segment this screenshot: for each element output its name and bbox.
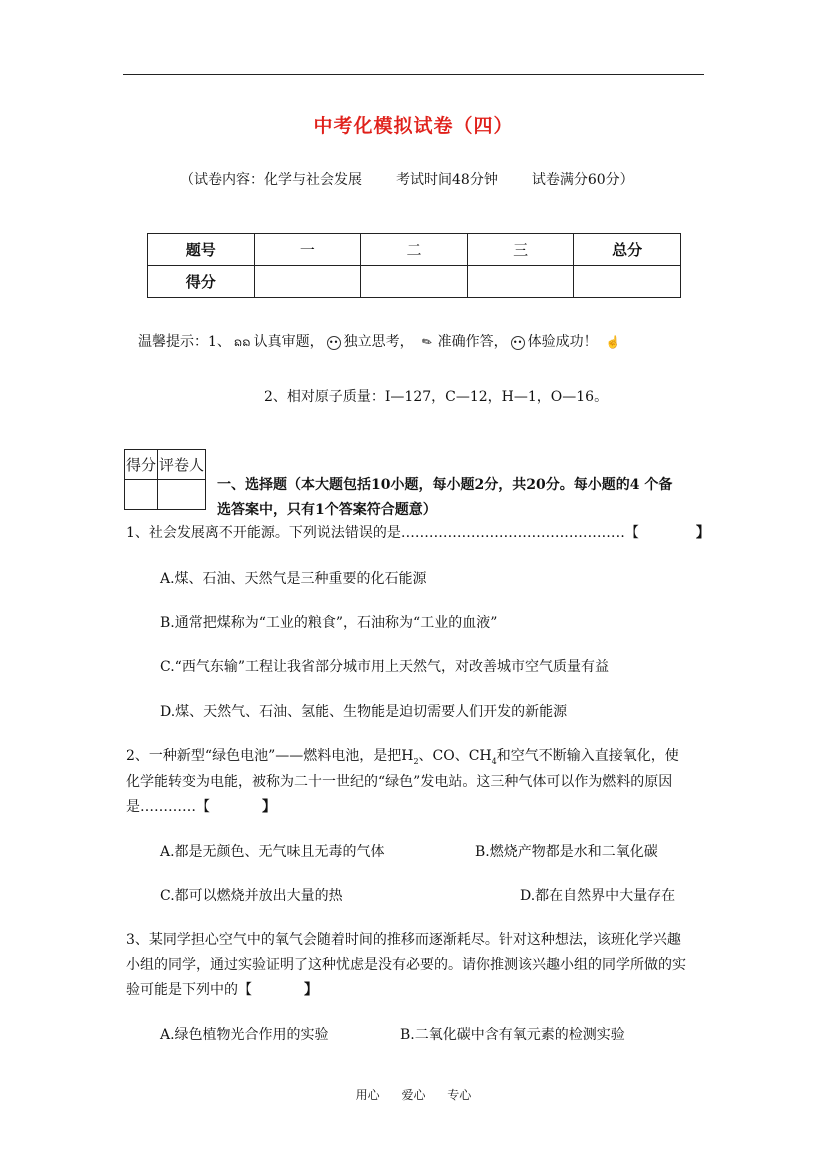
question-3-option-b: B.二氧化碳中含有氧元素的检测实验 bbox=[400, 1027, 625, 1043]
score-header-cell: 题号 bbox=[148, 234, 255, 266]
page-title: 中考化模拟试卷（四） bbox=[313, 115, 514, 137]
question-1-stem bbox=[126, 522, 710, 542]
question-3-line-3 bbox=[126, 979, 318, 999]
question-2-text: 是…………【 bbox=[126, 799, 210, 815]
tip-think: 独立思考， bbox=[343, 334, 414, 350]
question-2-text: 和空气不断输入直接氧化，使 bbox=[496, 748, 679, 764]
smiley-icon: •• bbox=[327, 336, 341, 350]
question-1-option-b: B.通常把煤称为“工业的粮食”，石油称为“工业的血液” bbox=[160, 615, 498, 631]
bracket-close: 】 bbox=[304, 982, 318, 998]
question-3-line-2: 小组的同学，通过实验证明了这种忧虑是没有必要的。请你推测该兴趣小组的同学所做的实 bbox=[126, 957, 686, 973]
tips-prefix: 温馨提示：1、 bbox=[138, 334, 231, 350]
grader-score-cell[interactable] bbox=[125, 480, 158, 510]
exam-time: 考试时间48分钟 bbox=[396, 172, 498, 188]
page-footer: 用心 爱心 专心 bbox=[355, 1088, 472, 1102]
question-2-option-a: A.都是无颜色、无气味且无毒的气体 bbox=[160, 844, 385, 860]
question-1-text: 1、社会发展离不开能源。下列说法错误的是…………………………………………【 bbox=[126, 525, 639, 541]
question-2-option-d: D.都在自然界中大量存在 bbox=[520, 888, 676, 904]
question-1-option-c: C.“西气东输”工程让我省部分城市用上天然气，对改善城市空气质量有益 bbox=[160, 659, 609, 675]
score-header-cell: 一 bbox=[254, 234, 361, 266]
tip-careful-reading: 认真审题， bbox=[253, 334, 324, 350]
question-2-line-1 bbox=[126, 745, 679, 766]
section-heading-line: 选答案中，只有1个答案符合题意） bbox=[217, 502, 437, 518]
question-2-option-b: B.燃烧产物都是水和二氧化碳 bbox=[475, 844, 658, 860]
score-header-cell: 二 bbox=[361, 234, 468, 266]
subscript: 4 bbox=[491, 756, 497, 766]
exam-full-score: 试卷满分60分） bbox=[531, 172, 634, 188]
score-input-cell[interactable] bbox=[254, 266, 361, 298]
bracket-close: 】 bbox=[695, 525, 710, 541]
question-2-option-c: C.都可以燃烧并放出大量的热 bbox=[160, 888, 343, 904]
question-3-line-1: 3、某同学担心空气中的氧气会随着时间的推移而逐渐耗尽。针对这种想法，该班化学兴趣 bbox=[126, 932, 681, 948]
grader-score-label: 得分 bbox=[125, 450, 158, 480]
atomic-mass-note: 2、相对原子质量：I—127，C—12，H—1，O—16。 bbox=[264, 389, 609, 405]
question-3-text: 验可能是下列中的【 bbox=[126, 982, 252, 998]
bracket-close: 】 bbox=[262, 799, 276, 815]
exam-info bbox=[180, 169, 634, 189]
tip-answer: 准确作答， bbox=[437, 334, 508, 350]
section-heading bbox=[217, 473, 672, 523]
pen-icon: ✎ bbox=[418, 333, 435, 351]
question-2-line-2: 化学能转变为电能，被称为二十一世纪的“绿色”发电站。这三种气体可以作为燃料的原因 bbox=[126, 774, 673, 790]
question-3-option-a: A.绿色植物光合作用的实验 bbox=[160, 1027, 329, 1043]
header-rule bbox=[123, 74, 704, 75]
question-2-text: 2、一种新型“绿色电池”——燃料电池，是把H bbox=[126, 748, 414, 764]
score-row-label: 得分 bbox=[148, 266, 255, 298]
question-1-option-a: A.煤、石油、天然气是三种重要的化石能源 bbox=[160, 571, 427, 587]
exam-content: （试卷内容：化学与社会发展 bbox=[180, 172, 362, 188]
score-table bbox=[147, 233, 681, 298]
tips-line-1 bbox=[138, 331, 621, 353]
score-header-cell: 三 bbox=[467, 234, 574, 266]
score-header-cell: 总分 bbox=[574, 234, 681, 266]
question-2-line-3 bbox=[126, 796, 276, 816]
score-input-cell[interactable] bbox=[361, 266, 468, 298]
hand-icon: ☝ bbox=[605, 335, 621, 349]
subscript: 2 bbox=[413, 756, 419, 766]
tip-success: 体验成功！ bbox=[527, 334, 598, 350]
glasses-icon: ᨦᨦ bbox=[233, 335, 251, 349]
question-2-text: 、CO、CH bbox=[418, 748, 492, 764]
question-1-option-d: D.煤、天然气、石油、氢能、生物能是迫切需要人们开发的新能源 bbox=[160, 704, 568, 720]
score-table-header bbox=[148, 234, 681, 266]
grader-name-label: 评卷人 bbox=[158, 450, 206, 480]
score-input-cell[interactable] bbox=[467, 266, 574, 298]
grader-name-cell[interactable] bbox=[158, 480, 206, 510]
score-table-row bbox=[148, 266, 681, 298]
smiley-icon: •• bbox=[511, 336, 525, 350]
score-input-cell[interactable] bbox=[574, 266, 681, 298]
section-heading-line: 一、选择题（本大题包括10小题，每小题2分，共20分。每小题的4 个备 bbox=[217, 477, 673, 493]
grader-table bbox=[124, 449, 206, 510]
